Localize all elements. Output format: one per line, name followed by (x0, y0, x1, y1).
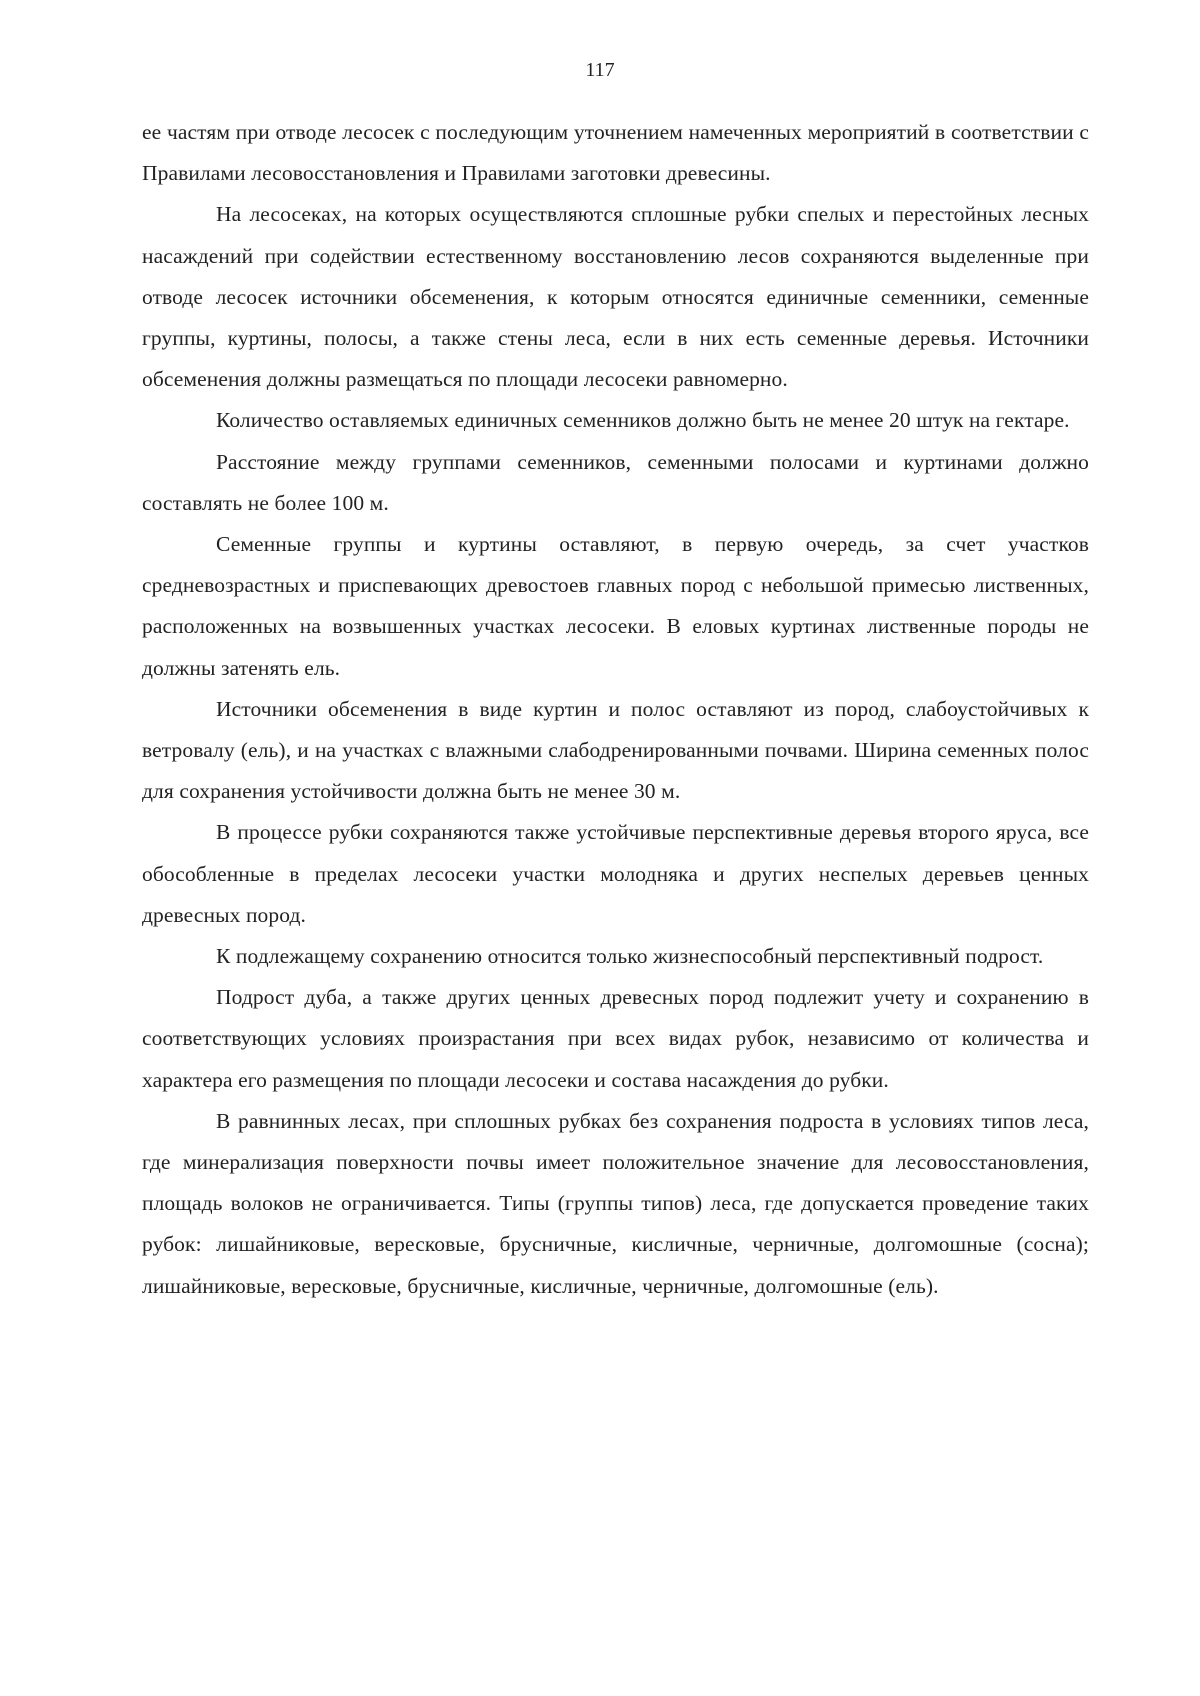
paragraph-oak-undergrowth: Подрост дуба, а также других ценных древесных пород подлежит учету и сохранению в соответствующих условиях произрастания при всех видах рубок, независимо от количества и характера его размещения по площади лесосеки и состава насаждения до рубки. (142, 985, 1089, 1092)
paragraph-distance: Расстояние между группами семенников, семенными полосами и куртинами должно составлять не более 100 м. (142, 449, 1089, 515)
paragraph-plain-forests: В равнинных лесах, при сплошных рубках без сохранения подроста в условиях типов леса, где минерализация поверхности почвы имеет положительное значение для лесовосстановления, площадь волоков не ограничивается. Типы (группы типов) леса, где допускается проведение таких рубок: лишайниковые, вересковые, брусничные, кисличные, черничные, долгомошные (сосна); лишайниковые, вересковые, брусничные, кисличные, черничные, долгомошные (ель). (142, 1108, 1089, 1298)
paragraph-seed-sources: На лесосеках, на которых осуществляются сплошные рубки спелых и перестойных лесных насаждений при содействии естественному восстановлению лесов сохраняются выделенные при отводе лесосек источники обсеменения, к которым относятся единичные семенники, семенные группы, куртины, полосы, а также стены леса, если в них есть семенные деревья. Источники обсеменения должны размещаться по площади лесосеки равномерно. (142, 202, 1089, 392)
paragraph-continuation: ее частям при отводе лесосек с последующим уточнением намеченных мероприятий в соответствии с Правилами лесовосстановления и Правилами заготовки древесины. (142, 120, 1089, 186)
page-number: 117 (585, 59, 615, 81)
paragraph-undergrowth: К подлежащему сохранению относится только жизнеспособный перспективный подрост. (216, 944, 1044, 969)
body-text (142, 112, 1089, 1307)
paragraph-seed-tree-count: Количество оставляемых единичных семенников должно быть не менее 20 штук на гектаре. (216, 408, 1070, 433)
paragraph-seed-groups: Семенные группы и куртины оставляют, в первую очередь, за счет участков средневозрастных и приспевающих древостоев главных пород с небольшой примесью лиственных, расположенных на возвышенных участках лесосеки. В еловых куртинах лиственные породы не должны затенять ель. (142, 532, 1089, 680)
paragraph-second-tier: В процессе рубки сохраняются также устойчивые перспективные деревья второго яруса, все обособленные в пределах лесосеки участки молодняка и других неспелых деревьев ценных древесных пород. (142, 820, 1089, 927)
paragraph-windthrow: Источники обсеменения в виде куртин и полос оставляют из пород, слабоустойчивых к ветровалу (ель), и на участках с влажными слабодренированными почвами. Ширина семенных полос для сохранения устойчивости должна быть не менее 30 м. (142, 696, 1089, 804)
